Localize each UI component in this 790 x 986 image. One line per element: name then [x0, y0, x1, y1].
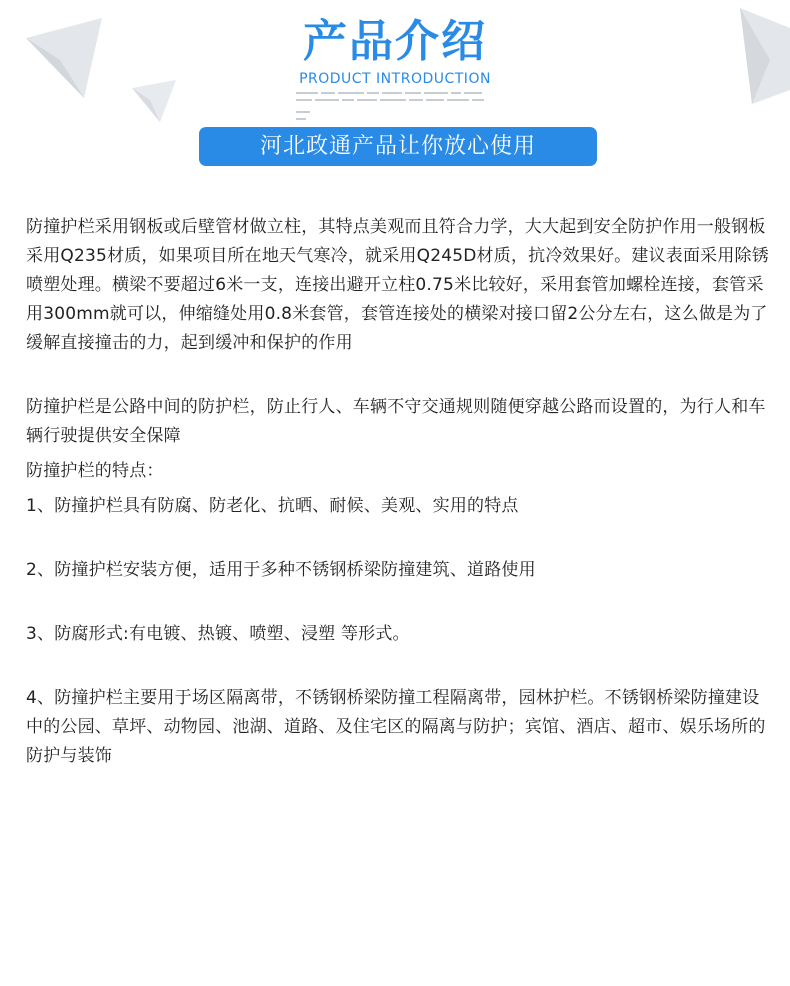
slogan-banner: 河北政通产品让你放心使用 [199, 127, 597, 166]
decorative-fine-print-line-2 [296, 99, 496, 101]
feature-item-3: 3、防腐形式:有电镀、热镀、喷塑、浸塑 等形式。 [26, 624, 410, 644]
page-title: 产品介绍 [303, 16, 487, 67]
decorative-fine-print-line-1 [296, 92, 496, 94]
intro-paragraph: 防撞护栏采用钢板或后壁管材做立柱，其特点美观而且符合力学，大大起到安全防护作用一般钢板采用Q235材质，如果项目所在地天气寒冷，就采用Q245D材质，抗冷效果好。建议表面采用除锈喷塑处理。横梁不要超过6米一支，连接出避开立柱0.75米比较好，采用套管加螺栓连接，套管采用300mm就可以，伸缩缝处用0.8米套管，套管连接处的横梁对接口留2公分左右，这么做是为了缓解直接撞击的力，起到缓冲和保护的作用 [26, 217, 769, 353]
purpose-paragraph: 防撞护栏是公路中间的防护栏，防止行人、车辆不守交通规则随便穿越公路而设置的，为行人和车辆行驶提供安全保障 [26, 397, 766, 446]
feature-item-4: 4、防撞护栏主要用于场区隔离带，不锈钢桥梁防撞工程隔离带，园林护栏。不锈钢桥梁防撞建设中的公园、草坪、动物园、池湖、道路、及住宅区的隔离与防护；宾馆、酒店、超市、娱乐场所的防护与装饰 [26, 688, 766, 766]
page-subtitle: PRODUCT INTRODUCTION [299, 71, 491, 87]
feature-item-2: 2、防撞护栏安装方便，适用于多种不锈钢桥梁防撞建筑、道路使用 [26, 560, 536, 580]
feature-item-1: 1、防撞护栏具有防腐、防老化、抗晒、耐候、美观、实用的特点 [26, 496, 519, 516]
features-heading: 防撞护栏的特点： [26, 461, 164, 481]
product-description [26, 213, 770, 771]
